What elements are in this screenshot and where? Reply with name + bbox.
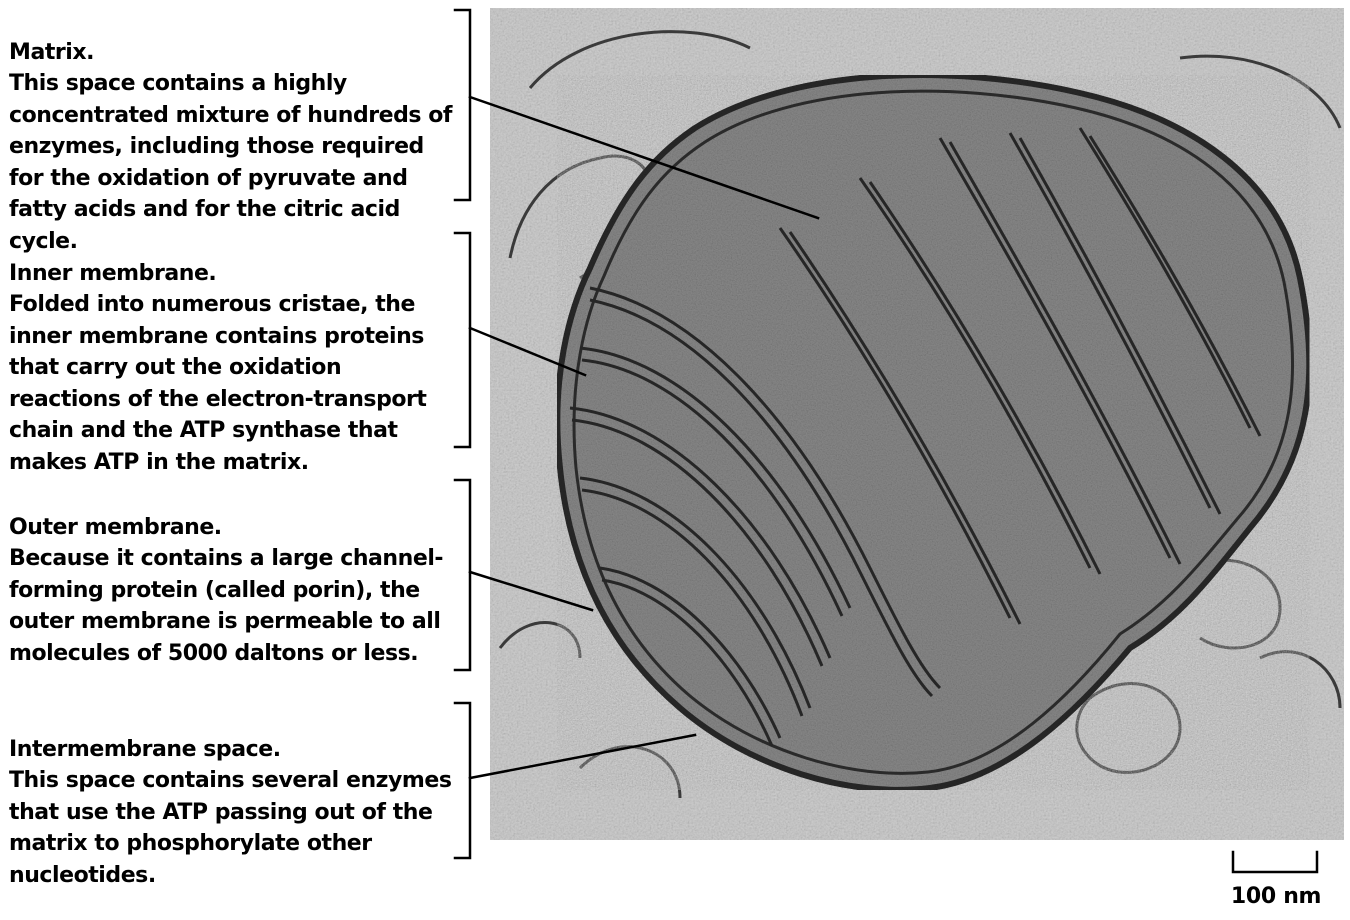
label-outer-membrane-description: Because it contains a large channel-forming protein (called porin), the outer membrane is permeable to all molecules of 5000 daltons or less. <box>9 546 444 666</box>
mitochondrion-micrograph <box>490 8 1344 840</box>
label-matrix <box>9 5 459 257</box>
label-outer-membrane-term: Outer membrane. <box>9 514 222 540</box>
label-outer-membrane <box>9 480 459 669</box>
label-inner-membrane-description: Folded into numerous cristae, the inner membrane contains proteins that carry out the oxidation reactions of the electron-transport chain and the ATP synthase that makes ATP in the matrix. <box>9 292 427 475</box>
scale-bar <box>1233 852 1317 872</box>
label-intermembrane-space-description: This space contains several enzymes that use the ATP passing out of the matrix to phosphorylate other nucleotides. <box>9 768 452 888</box>
scale-bar-label: 100 nm <box>1230 884 1322 909</box>
label-intermembrane-space <box>9 702 459 891</box>
label-inner-membrane <box>9 226 459 478</box>
label-matrix-description: This space contains a highly concentrated mixture of hundreds of enzymes, including those required for the oxidation of pyruvate and fatty acids and for the citric acid cycle. <box>9 71 453 254</box>
label-intermembrane-space-term: Intermembrane space. <box>9 736 281 762</box>
label-inner-membrane-term: Inner membrane. <box>9 260 217 286</box>
label-matrix-term: Matrix. <box>9 39 95 65</box>
